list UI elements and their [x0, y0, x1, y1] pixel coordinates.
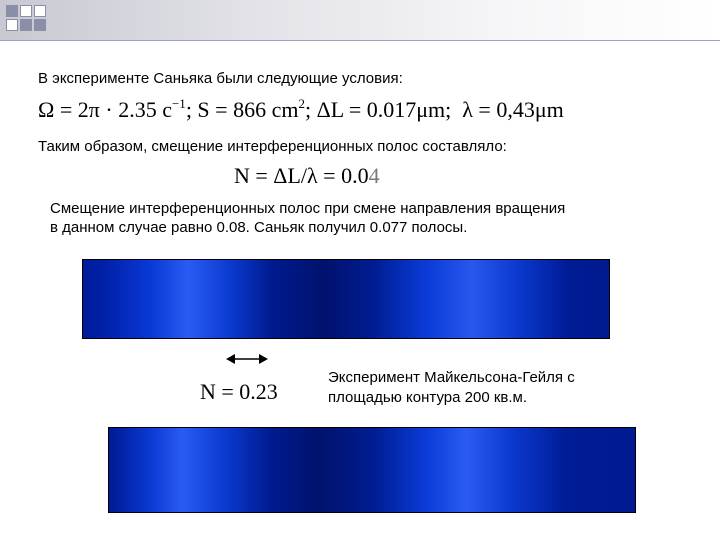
- shift-formula-last-digit: 4: [368, 163, 380, 188]
- michelson-caption-line-2: площадью контура 200 кв.м.: [328, 389, 528, 406]
- conditions-formula: [38, 97, 564, 123]
- header-rule: [0, 40, 720, 41]
- intro-text: В эксперименте Саньяка были следующие условия:: [38, 70, 403, 87]
- michelson-caption-line-1: Эксперимент Майкельсона-Гейля с: [328, 369, 575, 386]
- transition-text: Таким образом, смещение интерференционных полос составляло:: [38, 138, 507, 155]
- shift-formula: [234, 163, 380, 189]
- lambda-term: λ = 0,43μm: [462, 97, 564, 122]
- michelson-formula: N = 0.23: [200, 379, 278, 404]
- note-line-2: в данном случае равно 0.08. Саньяк получил 0.077 полосы.: [50, 219, 468, 236]
- fringe-pattern-sagnac: [82, 259, 610, 339]
- fringe-pattern-michelson-gale: [108, 427, 636, 513]
- shift-formula-main: N = ΔL/λ = 0.0: [234, 163, 369, 188]
- note-line-1: Смещение интерференционных полос при смене направления вращения: [50, 200, 566, 217]
- header-bar: [0, 0, 720, 40]
- omega-exponent: −1: [171, 96, 186, 111]
- delta-l-term: ; ΔL = 0.017μm;: [304, 97, 452, 122]
- omega-term: Ω = 2π · 2.35 c: [38, 97, 172, 122]
- area-exponent: 2: [298, 96, 305, 111]
- area-term: ; S = 866 cm: [185, 97, 299, 122]
- double-headed-arrow-icon: [226, 352, 268, 366]
